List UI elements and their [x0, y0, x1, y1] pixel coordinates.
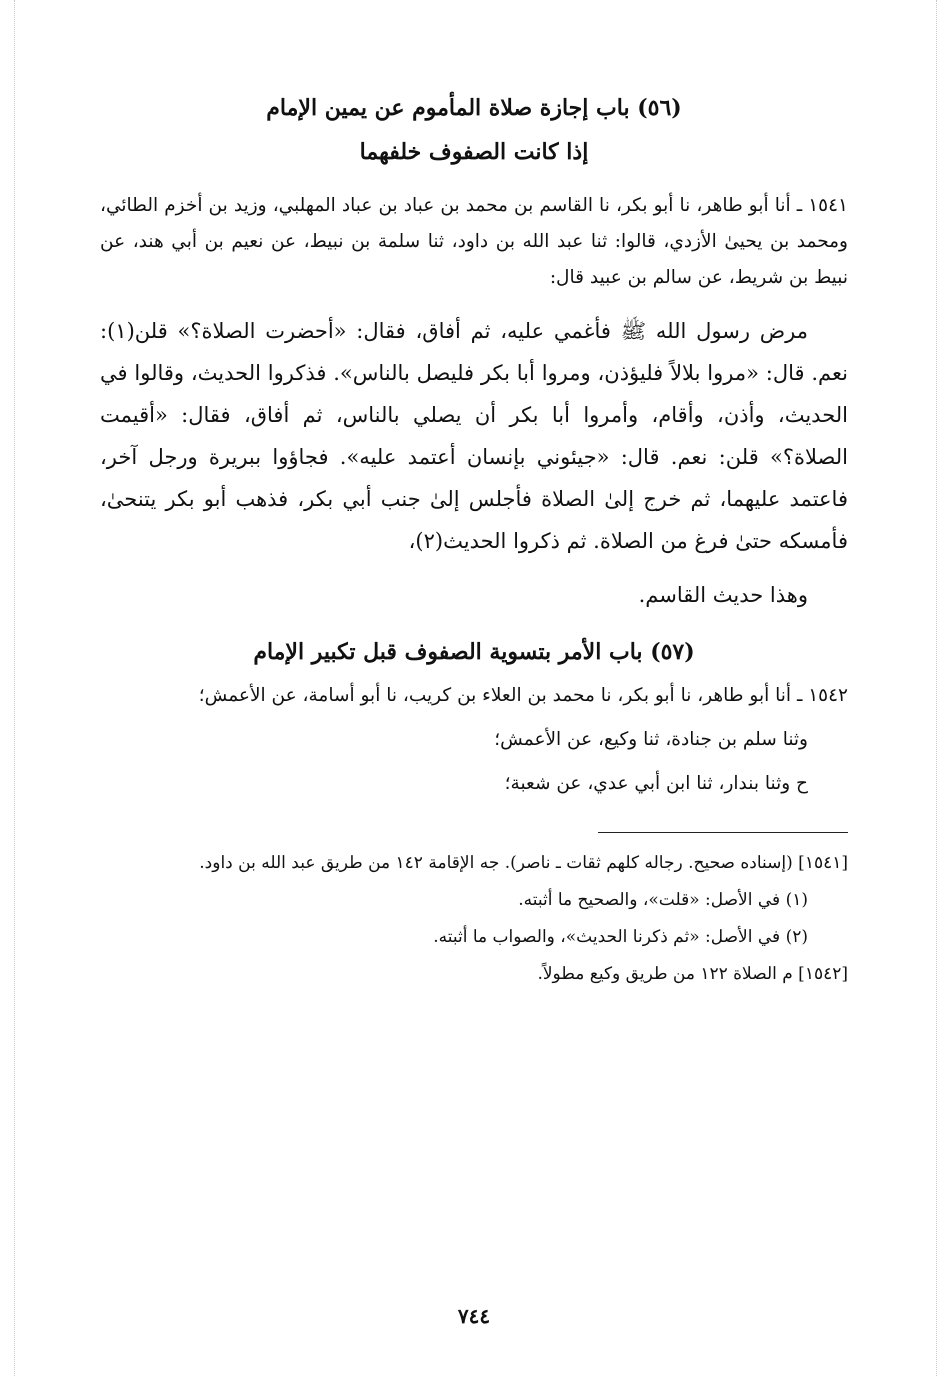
- hadith-1542-chain-3: ح وثنا بندار، ثنا ابن أبي عدي، عن شعبة؛: [504, 773, 808, 794]
- footnote-1541: [١٥٤١] (إسناده صحيح. رجاله كلهم ثقات ـ ناصر). جه الإقامة ١٤٢ من طريق عبد الله بن داود.: [199, 853, 848, 873]
- chapter-56-title-line-1: (٥٦) باب إجازة صلاة المأموم عن يمين الإمام: [266, 95, 682, 121]
- footnote-1542: [١٥٤٢] م الصلاة ١٢٢ من طريق وكيع مطولاً.: [537, 964, 848, 984]
- hadith-1542-isnad: ١٥٤٢ ـ أنا أبو طاهر، نا أبو بكر، نا محمد بن العلاء بن كريب، نا أبو أسامة، عن الأعمش؛: [198, 685, 848, 706]
- right-margin-dots: [936, 0, 937, 1376]
- footnote-2: (٢) في الأصل: «ثم ذكرنا الحديث»، والصواب ما أثبته.: [433, 927, 808, 947]
- book-page: [100, 80, 848, 1340]
- left-margin-dots: [14, 0, 15, 1376]
- chapter-56-title-line-2: إذا كانت الصفوف خلفهما: [359, 139, 589, 165]
- hadith-1541-isnad: ١٥٤١ ـ أنا أبو طاهر، نا أبو بكر، نا القاسم بن محمد بن عباد بن عباد المهلبي، وزيد بن أخزم الطائي، ومحمد بن يحيىٰ الأزدي، قالوا: ثنا عبد الله بن داود، ثنا سلمة بن نبيط، عن نعيم بن أبي هند، عن نبيط بن شريط، عن سالم بن عبيد قال:: [100, 195, 848, 288]
- hadith-1541-matn: مرض رسول الله ﷺ فأغمي عليه، ثم أفاق، فقال: «أحضرت الصلاة؟» قلن(١): نعم. قال: «مروا بلالاً فليؤذن، ومروا أبا بكر فليصل بالناس». فذكروا الحديث، وقالوا في الحديث، وأذن، وأقام، وأمروا أبا بكر أن يصلي بالناس، ثم أفاق، فقال: «أقيمت الصلاة؟» قلن: نعم. قال: «جيئوني بإنسان أعتمد عليه». فجاؤوا ببريرة ورجل آخر، فاعتمد عليهما، ثم خرج إلىٰ الصلاة فأجلس إلىٰ جنب أبي بكر، فذهب أبو بكر يتنحىٰ، فأمسكه حتىٰ فرغ من الصلاة. ثم ذكروا الحديث(٢)،: [100, 319, 848, 553]
- footnote-1: (١) في الأصل: «قلت»، والصحيح ما أثبته.: [518, 890, 808, 910]
- footnotes: [100, 845, 848, 993]
- footnote-separator: [598, 832, 848, 833]
- chapter-56-heading: [100, 86, 848, 174]
- hadith-1542-chain-2: وثنا سلم بن جنادة، ثنا وكيع، عن الأعمش؛: [494, 729, 808, 750]
- hadith-1541-closing: وهذا حديث القاسم.: [638, 583, 808, 607]
- chapter-57-title: (٥٧) باب الأمر بتسوية الصفوف قبل تكبير الإمام: [253, 639, 695, 665]
- page-number: ٧٤٤: [457, 1304, 491, 1328]
